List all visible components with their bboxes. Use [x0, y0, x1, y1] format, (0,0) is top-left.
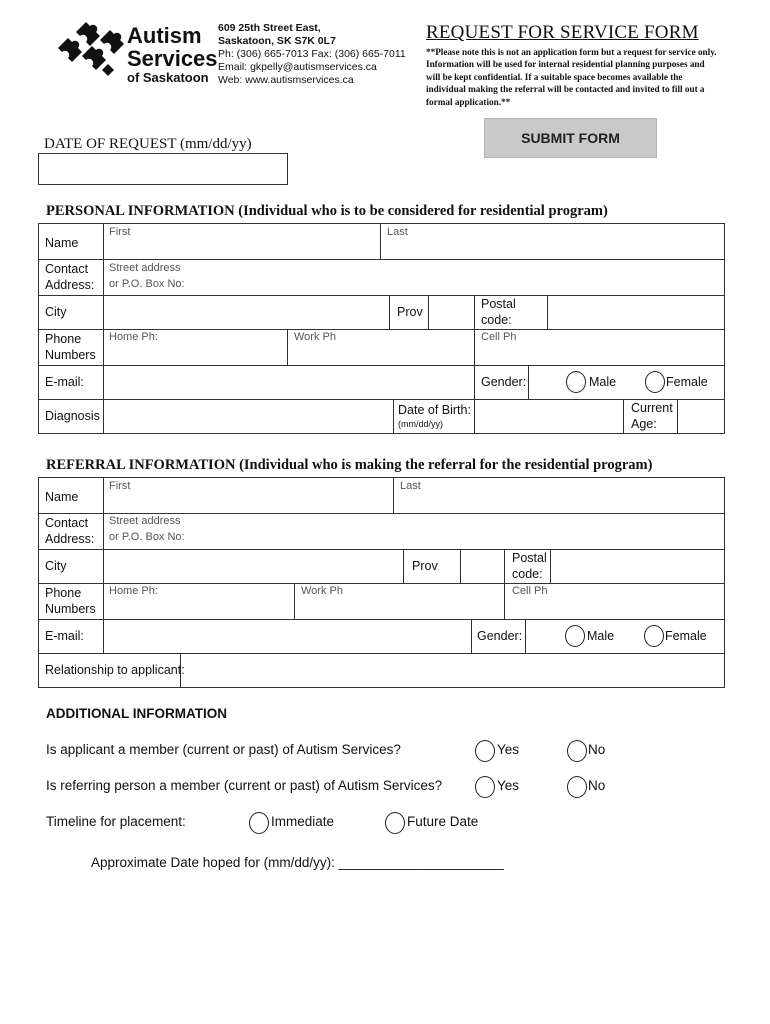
personal-home-phone-input[interactable] [104, 330, 287, 365]
referral-female-radio[interactable] [644, 625, 664, 647]
referral-phone-label2: Numbers [45, 602, 96, 616]
referral-home-ph-hint: Home Ph: [109, 585, 158, 597]
personal-diagnosis-input[interactable] [104, 400, 393, 433]
referral-address-input[interactable] [104, 514, 724, 549]
referral-postal-label1: Postal [512, 551, 547, 565]
referral-male-radio[interactable] [565, 625, 585, 647]
question-referrer-member: Is referring person a member (current or past) of Autism Services? [46, 778, 443, 793]
personal-contact-label: Contact [45, 262, 89, 276]
timeline-immediate-label: Immediate [271, 814, 335, 829]
date-of-request-label: DATE OF REQUEST (mm/dd/yy) [44, 136, 252, 152]
timeline-future-label: Future Date [407, 814, 479, 829]
personal-pobox-hint: or P.O. Box No: [109, 278, 185, 290]
referral-street-hint: Street address [109, 515, 181, 527]
personal-female-radio[interactable] [645, 371, 665, 393]
applicant-member-no-radio[interactable] [567, 740, 587, 762]
personal-address-label: Address: [45, 278, 95, 292]
referrer-member-yes-radio[interactable] [475, 776, 495, 798]
personal-name-label: Name [45, 236, 79, 250]
personal-dob-input[interactable] [475, 400, 623, 433]
additional-section-title: ADDITIONAL INFORMATION [46, 706, 227, 721]
personal-work-ph-hint: Work Ph [294, 331, 336, 343]
personal-postal-input[interactable] [548, 296, 724, 329]
referral-cell-phone-input[interactable] [505, 584, 724, 619]
personal-prov-label: Prov [397, 305, 423, 319]
relationship-input[interactable] [181, 654, 724, 687]
referral-female-label: Female [665, 629, 707, 643]
referral-email-label: E-mail: [45, 629, 84, 643]
referral-gender-label: Gender: [477, 629, 523, 643]
applicant-member-yes-label: Yes [497, 742, 520, 757]
personal-prov-input[interactable] [429, 296, 474, 329]
referral-prov-input[interactable] [461, 550, 504, 583]
submit-form-button[interactable]: SUBMIT FORM [484, 118, 657, 158]
referral-postal-input[interactable] [551, 550, 724, 583]
referral-email-input[interactable] [104, 620, 471, 653]
personal-dob-format: (mm/dd/yy) [398, 419, 443, 429]
referrer-member-yes-label: Yes [497, 778, 520, 793]
personal-section-title: PERSONAL INFORMATION (Individual who is to be considered for residential program) [46, 203, 608, 219]
referral-name-label: Name [45, 490, 79, 504]
referral-section-title: REFERRAL INFORMATION (Individual who is making the referral for the residential program) [46, 457, 653, 473]
personal-cell-phone-input[interactable] [475, 330, 724, 365]
personal-male-radio[interactable] [566, 371, 586, 393]
referral-male-label: Male [587, 629, 615, 643]
personal-info-table [38, 223, 725, 434]
personal-phone-label2: Numbers [45, 348, 96, 362]
address-line2: Saskatoon, SK S7K 0L7 [218, 35, 336, 47]
form-title: REQUEST FOR SERVICE FORM [426, 22, 699, 43]
question-applicant-member: Is applicant a member (current or past) of Autism Services? [46, 742, 401, 757]
referrer-member-no-label: No [588, 778, 606, 793]
org-email: Email: gkpelly@autismservices.ca [218, 61, 377, 73]
approximate-date-field[interactable]: Approximate Date hoped for (mm/dd/yy): ______________________ [91, 855, 504, 870]
referral-pobox-hint: or P.O. Box No: [109, 531, 185, 543]
referral-first-hint: First [109, 480, 131, 492]
referral-postal-label2: code: [512, 567, 543, 581]
phone-fax: Ph: (306) 665-7013 Fax: (306) 665-7011 [218, 48, 406, 60]
personal-age-input[interactable] [678, 400, 724, 433]
logo-name-line2: Services [127, 46, 218, 71]
personal-postal-label1: Postal [481, 297, 516, 311]
personal-cell-ph-hint: Cell Ph [481, 331, 517, 343]
referral-cell-ph-hint: Cell Ph [512, 585, 548, 597]
question-timeline: Timeline for placement: [46, 814, 186, 829]
logo-name-line1: Autism [127, 23, 202, 48]
referral-work-phone-input[interactable] [295, 584, 504, 619]
personal-current-label: Current [631, 401, 673, 415]
applicant-member-no-label: No [588, 742, 606, 757]
referral-prov-label: Prov [412, 559, 438, 573]
timeline-immediate-radio[interactable] [249, 812, 269, 834]
contact-info [218, 22, 406, 87]
personal-last-name-input[interactable] [381, 224, 724, 259]
referral-last-name-input[interactable] [394, 478, 724, 513]
referrer-member-no-radio[interactable] [567, 776, 587, 798]
referral-work-ph-hint: Work Ph [301, 585, 343, 597]
personal-last-hint: Last [387, 226, 408, 238]
personal-city-label: City [45, 305, 67, 319]
personal-email-label: E-mail: [45, 375, 84, 389]
personal-work-phone-input[interactable] [288, 330, 474, 365]
applicant-member-yes-radio[interactable] [475, 740, 495, 762]
relationship-label: Relationship to applicant: [45, 663, 185, 677]
personal-female-label: Female [666, 375, 708, 389]
referral-phone-label1: Phone [45, 586, 82, 600]
personal-diagnosis-label: Diagnosis [45, 409, 100, 423]
personal-first-hint: First [109, 226, 131, 238]
personal-dob-label: Date of Birth: [398, 403, 471, 417]
address-line1: 609 25th Street East, [218, 22, 321, 34]
personal-home-ph-hint: Home Ph: [109, 331, 158, 343]
personal-phone-label1: Phone [45, 332, 82, 346]
personal-address-input[interactable] [104, 260, 724, 295]
personal-email-input[interactable] [104, 366, 474, 399]
referral-contact-label: Contact [45, 516, 89, 530]
personal-gender-label: Gender: [481, 375, 527, 389]
personal-male-label: Male [589, 375, 617, 389]
puzzle-logo-icon [52, 20, 128, 80]
referral-city-input[interactable] [104, 550, 403, 583]
date-of-request-input[interactable] [38, 153, 288, 185]
referral-city-label: City [45, 559, 67, 573]
timeline-future-radio[interactable] [385, 812, 405, 834]
org-web: Web: www.autismservices.ca [218, 74, 354, 86]
logo-name-line3: of Saskatoon [127, 70, 209, 85]
personal-postal-label2: code: [481, 313, 512, 327]
personal-age-label: Age: [631, 417, 657, 431]
referral-address-label: Address: [45, 532, 95, 546]
referral-last-hint: Last [400, 480, 421, 492]
personal-city-input[interactable] [104, 296, 389, 329]
personal-street-hint: Street address [109, 262, 181, 274]
personal-first-name-input[interactable] [104, 224, 380, 259]
referral-info-table [38, 477, 725, 688]
referral-first-name-input[interactable] [104, 478, 393, 513]
form-note: **Please note this is not an application form but a request for service only. Information will be used for internal residential planning purposes and will be kept confidential. If a suitable space becomes available the individual making the referral will be contacted and invited to fill out a formal application.** [426, 47, 717, 107]
referral-home-phone-input[interactable] [104, 584, 294, 619]
